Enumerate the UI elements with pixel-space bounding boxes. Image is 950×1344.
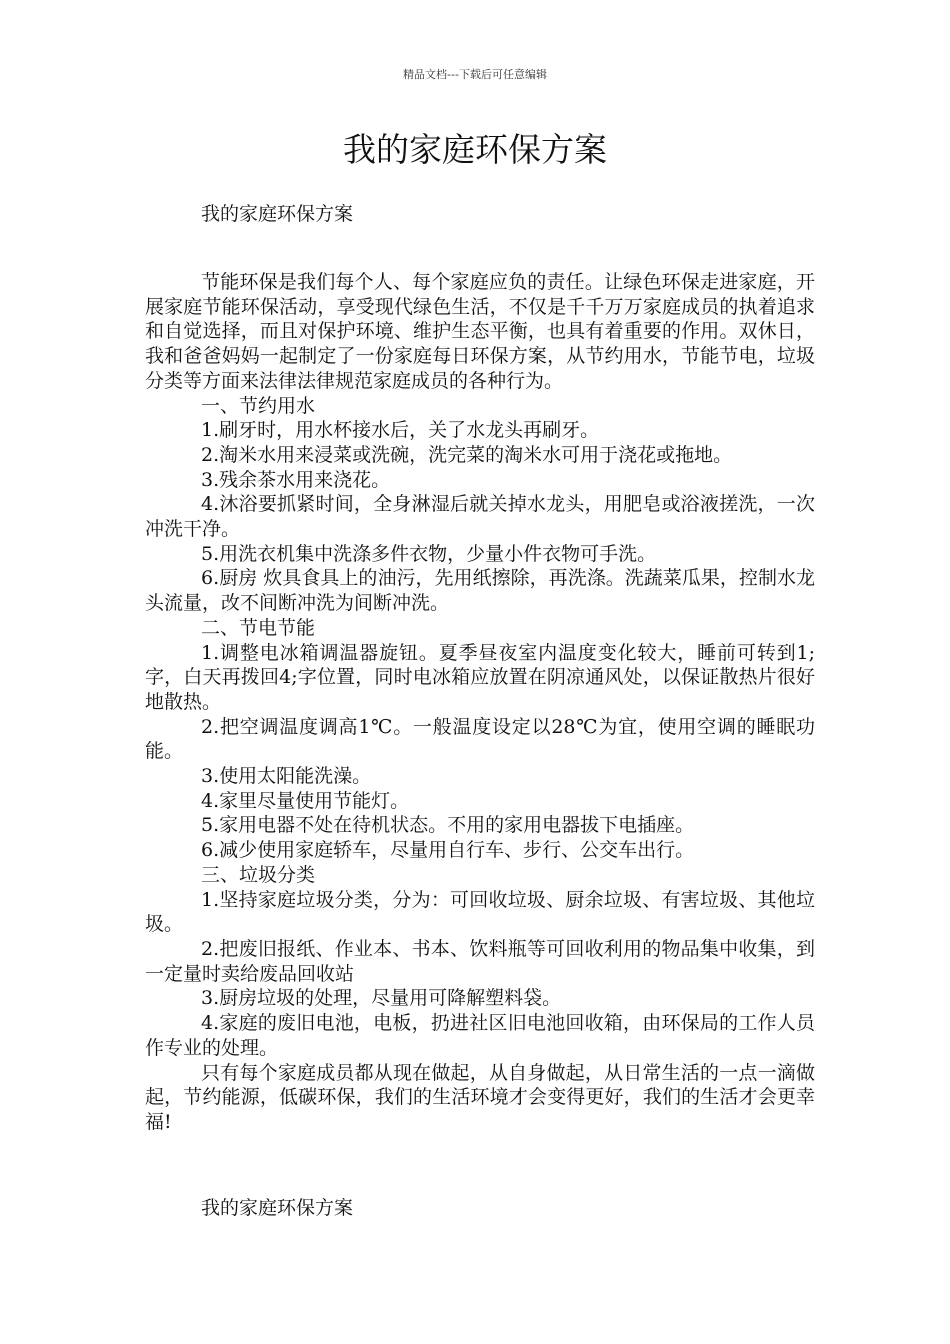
list-item: 3.残余茶水用来浇花。 xyxy=(201,468,391,491)
list-item: 1.坚持家庭垃圾分类，分为：可回收垃圾、厨余垃圾、有害垃圾、其他垃圾。 xyxy=(145,888,815,936)
list-item: 6.减少使用家庭轿车，尽量用自行车、步行、公交车出行。 xyxy=(201,839,695,862)
list-item: 6.厨房 炊具食具上的油污，先用纸擦除，再洗涤。洗蔬菜瓜果，控制水龙头流量，改不间断冲洗为间断冲洗。 xyxy=(145,567,815,615)
section-heading-energy: 二、节电节能 xyxy=(201,616,316,639)
list-item: 2.把废旧报纸、作业本、书本、饮料瓶等可回收利用的物品集中收集，到一定量时卖给废品回收站 xyxy=(145,937,815,985)
section-heading-water: 一、节约用水 xyxy=(201,394,316,417)
list-item: 3.厨房垃圾的处理，尽量用可降解塑料袋。 xyxy=(201,987,562,1010)
list-item: 4.家庭的废旧电池，电板，扔进社区旧电池回收箱，由环保局的工作人员作专业的处理。 xyxy=(145,1012,815,1059)
list-item: 1.调整电冰箱调温器旋钮。夏季昼夜室内温度变化较大，睡前可转到1;字，白天再拨回4;字位置，同时电冰箱应放置在阴凉通风处，以保证散热片很好地散热。 xyxy=(145,641,815,713)
closing-paragraph: 只有每个家庭成员都从现在做起，从自身做起，从日常生活的一点一滴做起，节约能源，低碳环保，我们的生活环境才会变得更好，我们的生活才会更幸福! xyxy=(145,1061,815,1133)
document-body xyxy=(145,270,815,1135)
list-item: 3.使用太阳能洗澡。 xyxy=(201,765,372,788)
page-header-note: 精品文档---下载后可任意编辑 xyxy=(403,68,547,81)
footer-title: 我的家庭环保方案 xyxy=(201,1197,354,1219)
list-item: 1.刷牙时，用水杯接水后，关了水龙头再刷牙。 xyxy=(201,419,600,442)
intro-paragraph: 节能环保是我们每个人、每个家庭应负的责任。让绿色环保走进家庭，开展家庭节能环保活动，享受现代绿色生活，不仅是千千万万家庭成员的执着追求和自觉选择，而且对保护环境、维护生态平衡，也具有着重要的作用。双休日，我和爸爸妈妈一起制定了一份家庭每日环保方案，从节约用水，节能节电，垃圾分类等方面来法律法律规范家庭成员的各种行为。 xyxy=(145,271,815,392)
list-item: 5.家用电器不处在待机状态。不用的家用电器拔下电插座。 xyxy=(201,814,695,837)
document-title: 我的家庭环保方案 xyxy=(343,130,607,169)
section-heading-waste: 三、垃圾分类 xyxy=(201,863,316,886)
list-item: 4.沐浴要抓紧时间，全身淋湿后就关掉水龙头，用肥皂或浴液搓洗，一次冲洗干净。 xyxy=(145,493,815,541)
list-item: 2.把空调温度调高1℃。一般温度设定以28℃为宜，使用空调的睡眠功能。 xyxy=(145,715,815,763)
list-item: 4.家里尽量使用节能灯。 xyxy=(201,789,410,812)
document-subtitle: 我的家庭环保方案 xyxy=(201,203,354,225)
list-item: 5.用洗衣机集中洗涤多件衣物，少量小件衣物可手洗。 xyxy=(201,542,657,565)
list-item: 2.淘米水用来浸菜或洗碗，洗完菜的淘米水可用于浇花或拖地。 xyxy=(201,443,733,466)
